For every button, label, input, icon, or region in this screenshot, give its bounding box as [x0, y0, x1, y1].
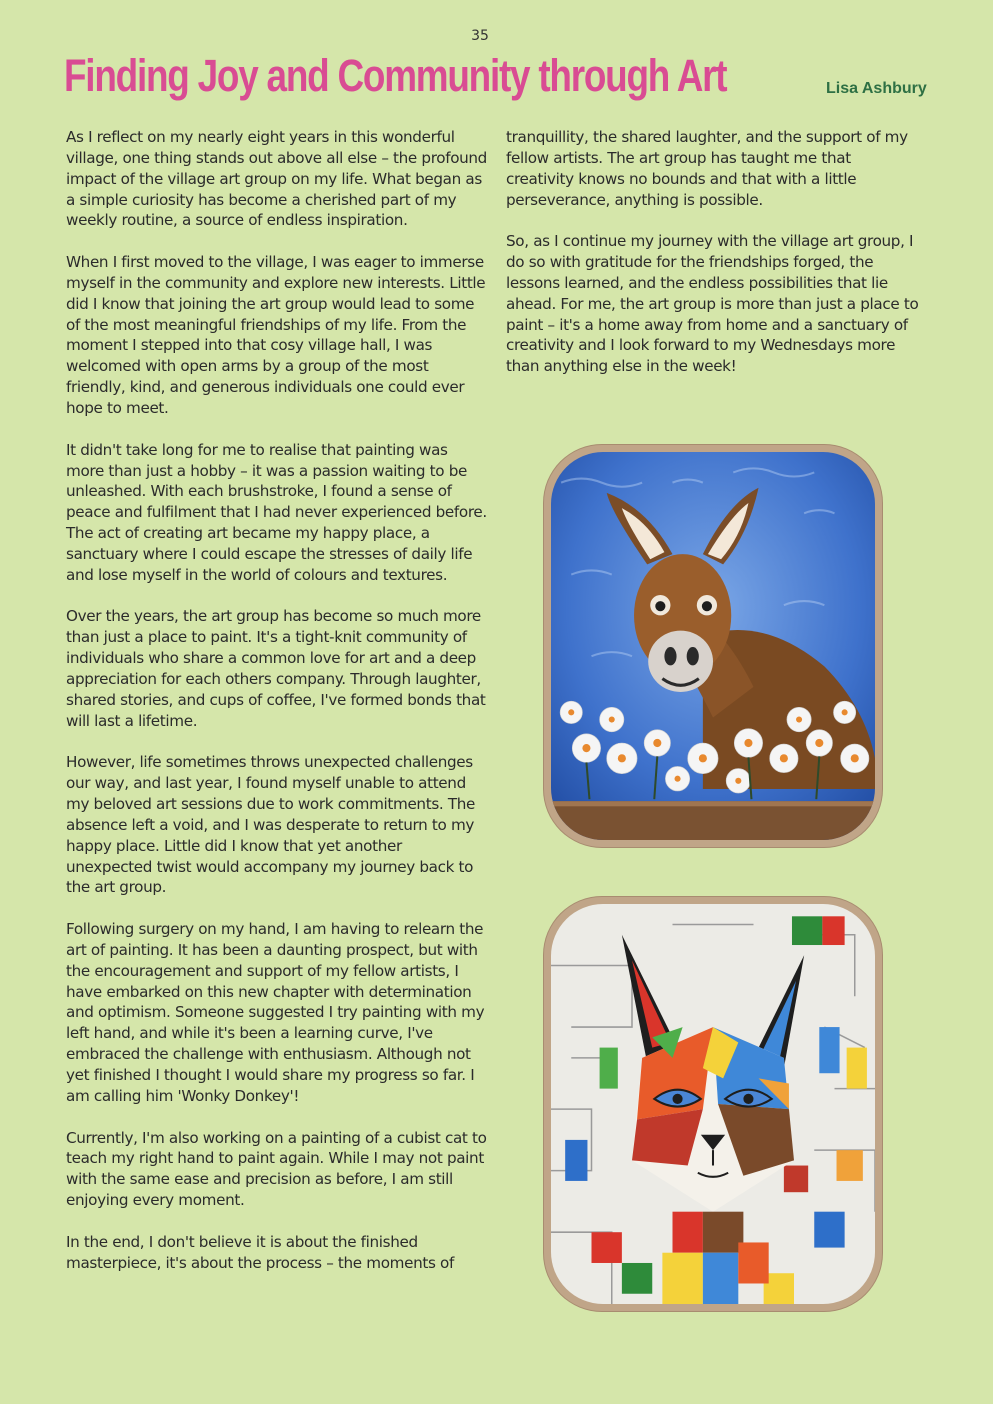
cubist-cat-painting-image	[551, 904, 875, 1304]
right-text-column	[506, 127, 922, 398]
article-author: Lisa Ashbury	[826, 80, 927, 97]
paragraph: Over the years, the art group has become so much more than just a place to paint. It's a tight-knit community of individuals who share a common love for art and a deep appreciation for each others company. Through laughter, shared stories, and cups of coffee, I've formed bonds that will last a lifetime.	[66, 607, 486, 730]
paragraph: It didn't take long for me to realise that painting was more than just a hobby – it was a passion waiting to be unleashed. With each brushstroke, I found a sense of peace and fulfilment that I had never experienced before. The act of creating art became my happy place, a sanctuary where I could escape the stresses of daily life and lose myself in the world of colours and textures.	[66, 440, 487, 584]
paragraph: Currently, I'm also working on a painting of a cubist cat to teach my right hand to paint again. While I may not paint with the same ease and precision as before, I am still enjoying every moment.	[66, 1128, 487, 1210]
page-number: 35	[471, 28, 489, 44]
donkey-painting-frame	[544, 445, 882, 847]
paragraph: In the end, I don't believe it is about the finished masterpiece, it's about the process – the moments of	[66, 1232, 454, 1272]
paragraph: tranquillity, the shared laughter, and the support of my fellow artists. The art group has taught me that creativity knows no bounds and that with a little perseverance, anything is possible.	[506, 128, 908, 209]
article-title: Finding Joy and Community through Art	[64, 50, 727, 101]
paragraph: So, as I continue my journey with the village art group, I do so with gratitude for the friendships forged, the lessons learned, and the endless possibilities that lie ahead. For me, the art group is more than just a place to paint – it's a home away from home and a sanctuary of creativity and I look forward to my Wednesdays more than anything else in the week!	[506, 232, 919, 376]
paragraph: When I first moved to the village, I was eager to immerse myself in the community and explore new interests. Little did I know that joining the art group would lead to some of the most meaningful friendships of my life. From the moment I stepped into that cosy village hall, I was welcomed with open arms by a group of the most friendly, kind, and generous individuals one could ever hope to meet.	[66, 253, 486, 417]
left-text-column	[66, 127, 488, 1294]
paragraph: Following surgery on my hand, I am having to relearn the art of painting. It has been a daunting prospect, but with the encouragement and support of my fellow artists, I have embarked on this new chapter with determination and optimism. Someone suggested I try painting with my left hand, and while it's been a learning curve, I've embraced the challenge with enthusiasm. Although not yet finished I thought I would share my progress so far. I am calling him 'Wonky Donkey'!	[66, 920, 485, 1105]
cubist-cat-painting-frame	[544, 897, 882, 1311]
paragraph: However, life sometimes throws unexpected challenges our way, and last year, I found myself unable to attend my beloved art sessions due to work commitments. The absence left a void, and I was desperate to return to my happy place. Little did I know that yet another unexpected twist would accompany my journey back to the art group.	[66, 753, 476, 897]
paragraph: As I reflect on my nearly eight years in this wonderful village, one thing stands out above all else – the profound impact of the village art group on my life. What began as a simple curiosity has become a cherished part of my weekly routine, a source of endless inspiration.	[66, 128, 487, 230]
donkey-painting-image	[551, 452, 875, 840]
